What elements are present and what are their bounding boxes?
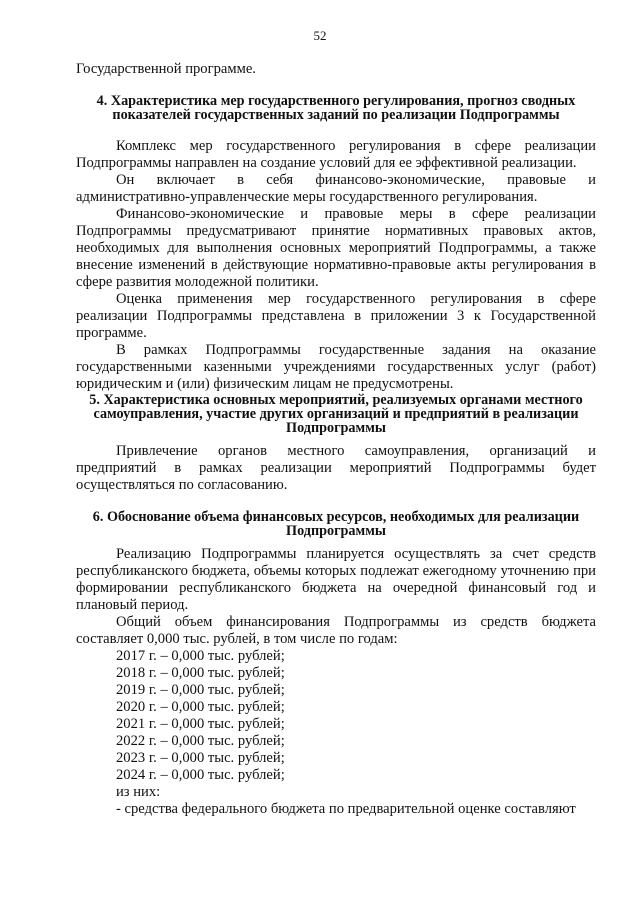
federal-budget-line: - средства федерального бюджета по предварительной оценке составляют [116,801,576,817]
year-funding-line: 2020 г. – 0,000 тыс. рублей; [116,699,285,715]
section-4-paragraph: Финансово-экономические и правовые меры в сфере реализации Подпрограммы предусматривают принятие нормативных правовых актов, необходимых для выполнения основных мероприятий Подпрограммы, а также внесение изменений в действующие нормативно-правовые акты регулирования в сфере развития молодежной политики. [76,206,596,290]
year-funding-line: 2023 г. – 0,000 тыс. рублей; [116,750,285,766]
section-4-paragraph: Комплекс мер государственного регулирования в сфере реализации Подпрограммы направлен на создание условий для ее эффективной реализации. [76,138,596,171]
document-body [76,61,596,818]
section-4-heading: 4. Характеристика мер государственного регулирования, прогноз сводных показателей государственных заданий по реализации Подпрограммы [96,93,576,123]
section-5-heading: 5. Характеристика основных мероприятий, реализуемых органами местного самоуправления, участие других организаций и предприятий в реализации Подпрограммы [89,392,583,436]
lead-line: Государственной программе. [76,61,256,77]
year-funding-line: 2019 г. – 0,000 тыс. рублей; [116,682,285,698]
section-4-paragraph: В рамках Подпрограммы государственные задания на оказание государственными казенными учреждениями государственных услуг (работ) юридическим и (или) физическим лицам не предусмотрены. [76,342,596,392]
of-them-line: из них: [116,784,161,800]
page-number: 52 [313,28,327,43]
year-funding-line: 2022 г. – 0,000 тыс. рублей; [116,733,285,749]
year-funding-line: 2021 г. – 0,000 тыс. рублей; [116,716,285,732]
section-6-paragraph: Общий объем финансирования Подпрограммы из средств бюджета составляет 0,000 тыс. рублей, в том числе по годам: [76,614,596,647]
section-6-paragraph: Реализацию Подпрограммы планируется осуществлять за счет средств республиканского бюджета, объемы которых подлежат ежегодному уточнению при формировании республиканского бюджета на очередной финансовый год и плановый период. [76,546,596,613]
year-funding-line: 2017 г. – 0,000 тыс. рублей; [116,648,285,664]
year-funding-line: 2018 г. – 0,000 тыс. рублей; [116,665,285,681]
section-4-paragraph: Оценка применения мер государственного регулирования в сфере реализации Подпрограммы представлена в приложении 3 к Государственной программе. [76,291,596,341]
section-6-heading: 6. Обоснование объема финансовых ресурсов, необходимых для реализации Подпрограммы [92,509,580,539]
section-5-paragraph: Привлечение органов местного самоуправления, организаций и предприятий в рамках реализации мероприятий Подпрограммы будет осуществляться по согласованию. [76,443,596,493]
year-funding-line: 2024 г. – 0,000 тыс. рублей; [116,767,285,783]
section-4-paragraph: Он включает в себя финансово-экономические, правовые и административно-управленческие меры государственного регулирования. [76,172,596,205]
